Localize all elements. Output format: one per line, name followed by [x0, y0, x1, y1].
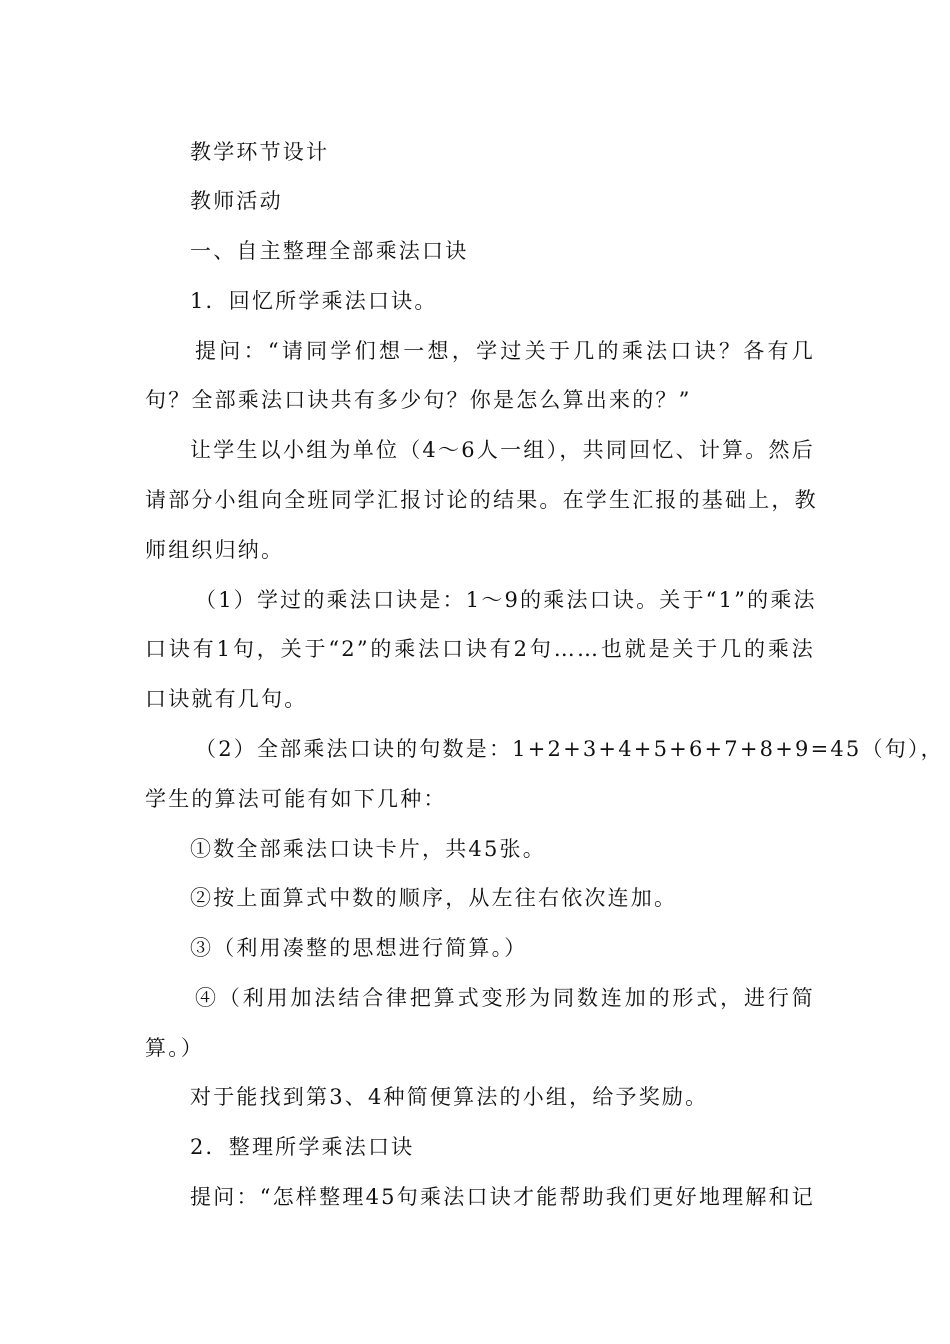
paragraph-line: 句？全部乘法口诀共有多少句？你是怎么算出来的？” [145, 388, 692, 412]
paragraph-line: 让学生以小组为单位（4～6人一组），共同回忆、计算。然后 [190, 438, 815, 462]
paragraph-line: 口诀就有几句。 [145, 687, 308, 711]
list-item: ①数全部乘法口诀卡片，共45张。 [190, 837, 546, 861]
paragraph-line: 学生的算法可能有如下几种： [145, 787, 447, 811]
list-item: ③（利用凑整的思想进行简算。） [190, 936, 528, 960]
paragraph-line: 提问：“请同学们想一想，学过关于几的乘法口诀？各有几 [195, 339, 815, 363]
part-one-heading: 一、自主整理全部乘法口诀 [190, 239, 469, 263]
paragraph-line: 请部分小组向全班同学汇报讨论的结果。在学生汇报的基础上，教 [145, 488, 818, 512]
paragraph-line: 师组织归纳。 [145, 538, 285, 562]
section-heading: 教学环节设计 [190, 140, 330, 164]
list-item-continuation: 算。） [145, 1036, 205, 1060]
list-item: ④（利用加法结合律把算式变形为同数连加的形式，进行简 [195, 986, 815, 1010]
subheading-teacher-activity: 教师活动 [190, 189, 283, 213]
paragraph-line: 提问：“怎样整理45句乘法口诀才能帮助我们更好地理解和记 [190, 1185, 815, 1209]
step-one-heading: 1．回忆所学乘法口诀。 [190, 289, 438, 313]
paragraph-line: 口诀有1句，关于“2”的乘法口诀有2句……也就是关于几的乘法 [145, 637, 815, 661]
step-two-heading: 2．整理所学乘法口诀 [190, 1135, 415, 1159]
paragraph-line: （2）全部乘法口诀的句数是：1+2+3+4+5+6+7+8+9=45（句）， [195, 737, 944, 761]
list-item: ②按上面算式中数的顺序，从左往右依次连加。 [190, 886, 678, 910]
paragraph-line: （1）学过的乘法口诀是：1～9的乘法口诀。关于“1”的乘法 [195, 588, 817, 612]
paragraph-line: 对于能找到第3、4种简便算法的小组，给予奖励。 [190, 1085, 709, 1109]
